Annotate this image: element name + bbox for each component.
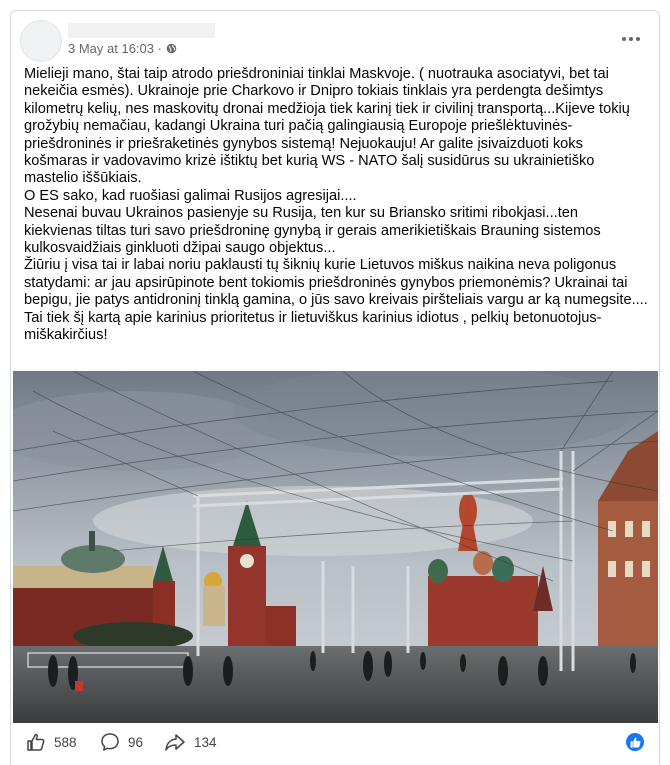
like-count: 588 [54, 734, 77, 750]
like-button[interactable] [26, 732, 77, 752]
like-reaction-icon[interactable] [626, 733, 644, 751]
share-button[interactable] [164, 732, 217, 752]
share-icon [164, 732, 186, 752]
thumbs-up-icon [26, 732, 46, 752]
post-paragraph: O ES sako, kad ruošiasi galimai Rusijos agresijai.... [24, 187, 357, 204]
avatar[interactable] [20, 20, 62, 62]
post-text [24, 66, 648, 345]
author-name-redacted[interactable] [68, 23, 215, 38]
post-paragraph: Mielieji mano, štai taip atrodo priešdroniniai tinklai Maskvoje. ( nuotrauka asociatyvi, bet tai nekeičia esmės). Ukrainoje prie Charkovo ir Dnipro tokiais tinklais yra perdengta dešimtys kilometrų kelių, nes maskovitų dronai medžioja tiek karinį tiek ir civilinį transportą...Kijeve tokių grožybių nemačiau, kadangi Ukraina turi pačią galingiausią Europoje priešlėktuvinės-priešdroninės ir priešraketinės gynybos sistemą! Nejuokauju! Ar galite įsivaizduoti koks košmaras ir vadovavimo krizė ištiktų bet kurią WS - NATO šalį susidūrus su ukrainietiško mastelio iššūkiais. [24, 66, 630, 187]
post-paragraph: Tai tiek šį kartą apie karinius prioritetus ir lietuviškus karinius idiotus , pelkių betonuotojus-miškakirčius! [24, 309, 602, 344]
post-timestamp[interactable]: 3 May at 16:03 · [68, 41, 162, 56]
post-meta [68, 41, 177, 56]
thumbs-up-icon [630, 737, 641, 748]
post-paragraph: Žiūriu į visa tai ir labai noriu paklausti tų šiknių kurie Lietuvos miškus naikina neva poligonus statydami: ar jau apsirūpinote bent tokiomis priešdroninės gynybos priemonėmis? Ukrainai tai bepigu, jie patys antidroninį tinklą gamina, o jūs savo kreivais piršteliais vargu ar ką numegsite.... [24, 257, 648, 309]
globe-icon [166, 43, 177, 54]
post-photo[interactable] [13, 371, 658, 723]
more-options-icon[interactable] [616, 30, 646, 48]
share-count: 134 [194, 734, 217, 750]
post-paragraph: Nesenai buvau Ukrainos pasienyje su Rusija, ten kur su Briansko sritimi ribokjasi...ten kiekvienas tiltas turi savo priešdroninę gynybą ir gerais amerikietiškais Brauning sistemos kulkosvaidžiais ginkluoti džipai saugo objektus... [24, 205, 601, 257]
comment-count: 96 [128, 734, 144, 750]
comment-icon [100, 732, 120, 752]
post-footer [13, 724, 658, 764]
red-square-anti-drone-net-photo [13, 371, 658, 723]
comment-button[interactable] [100, 732, 143, 752]
